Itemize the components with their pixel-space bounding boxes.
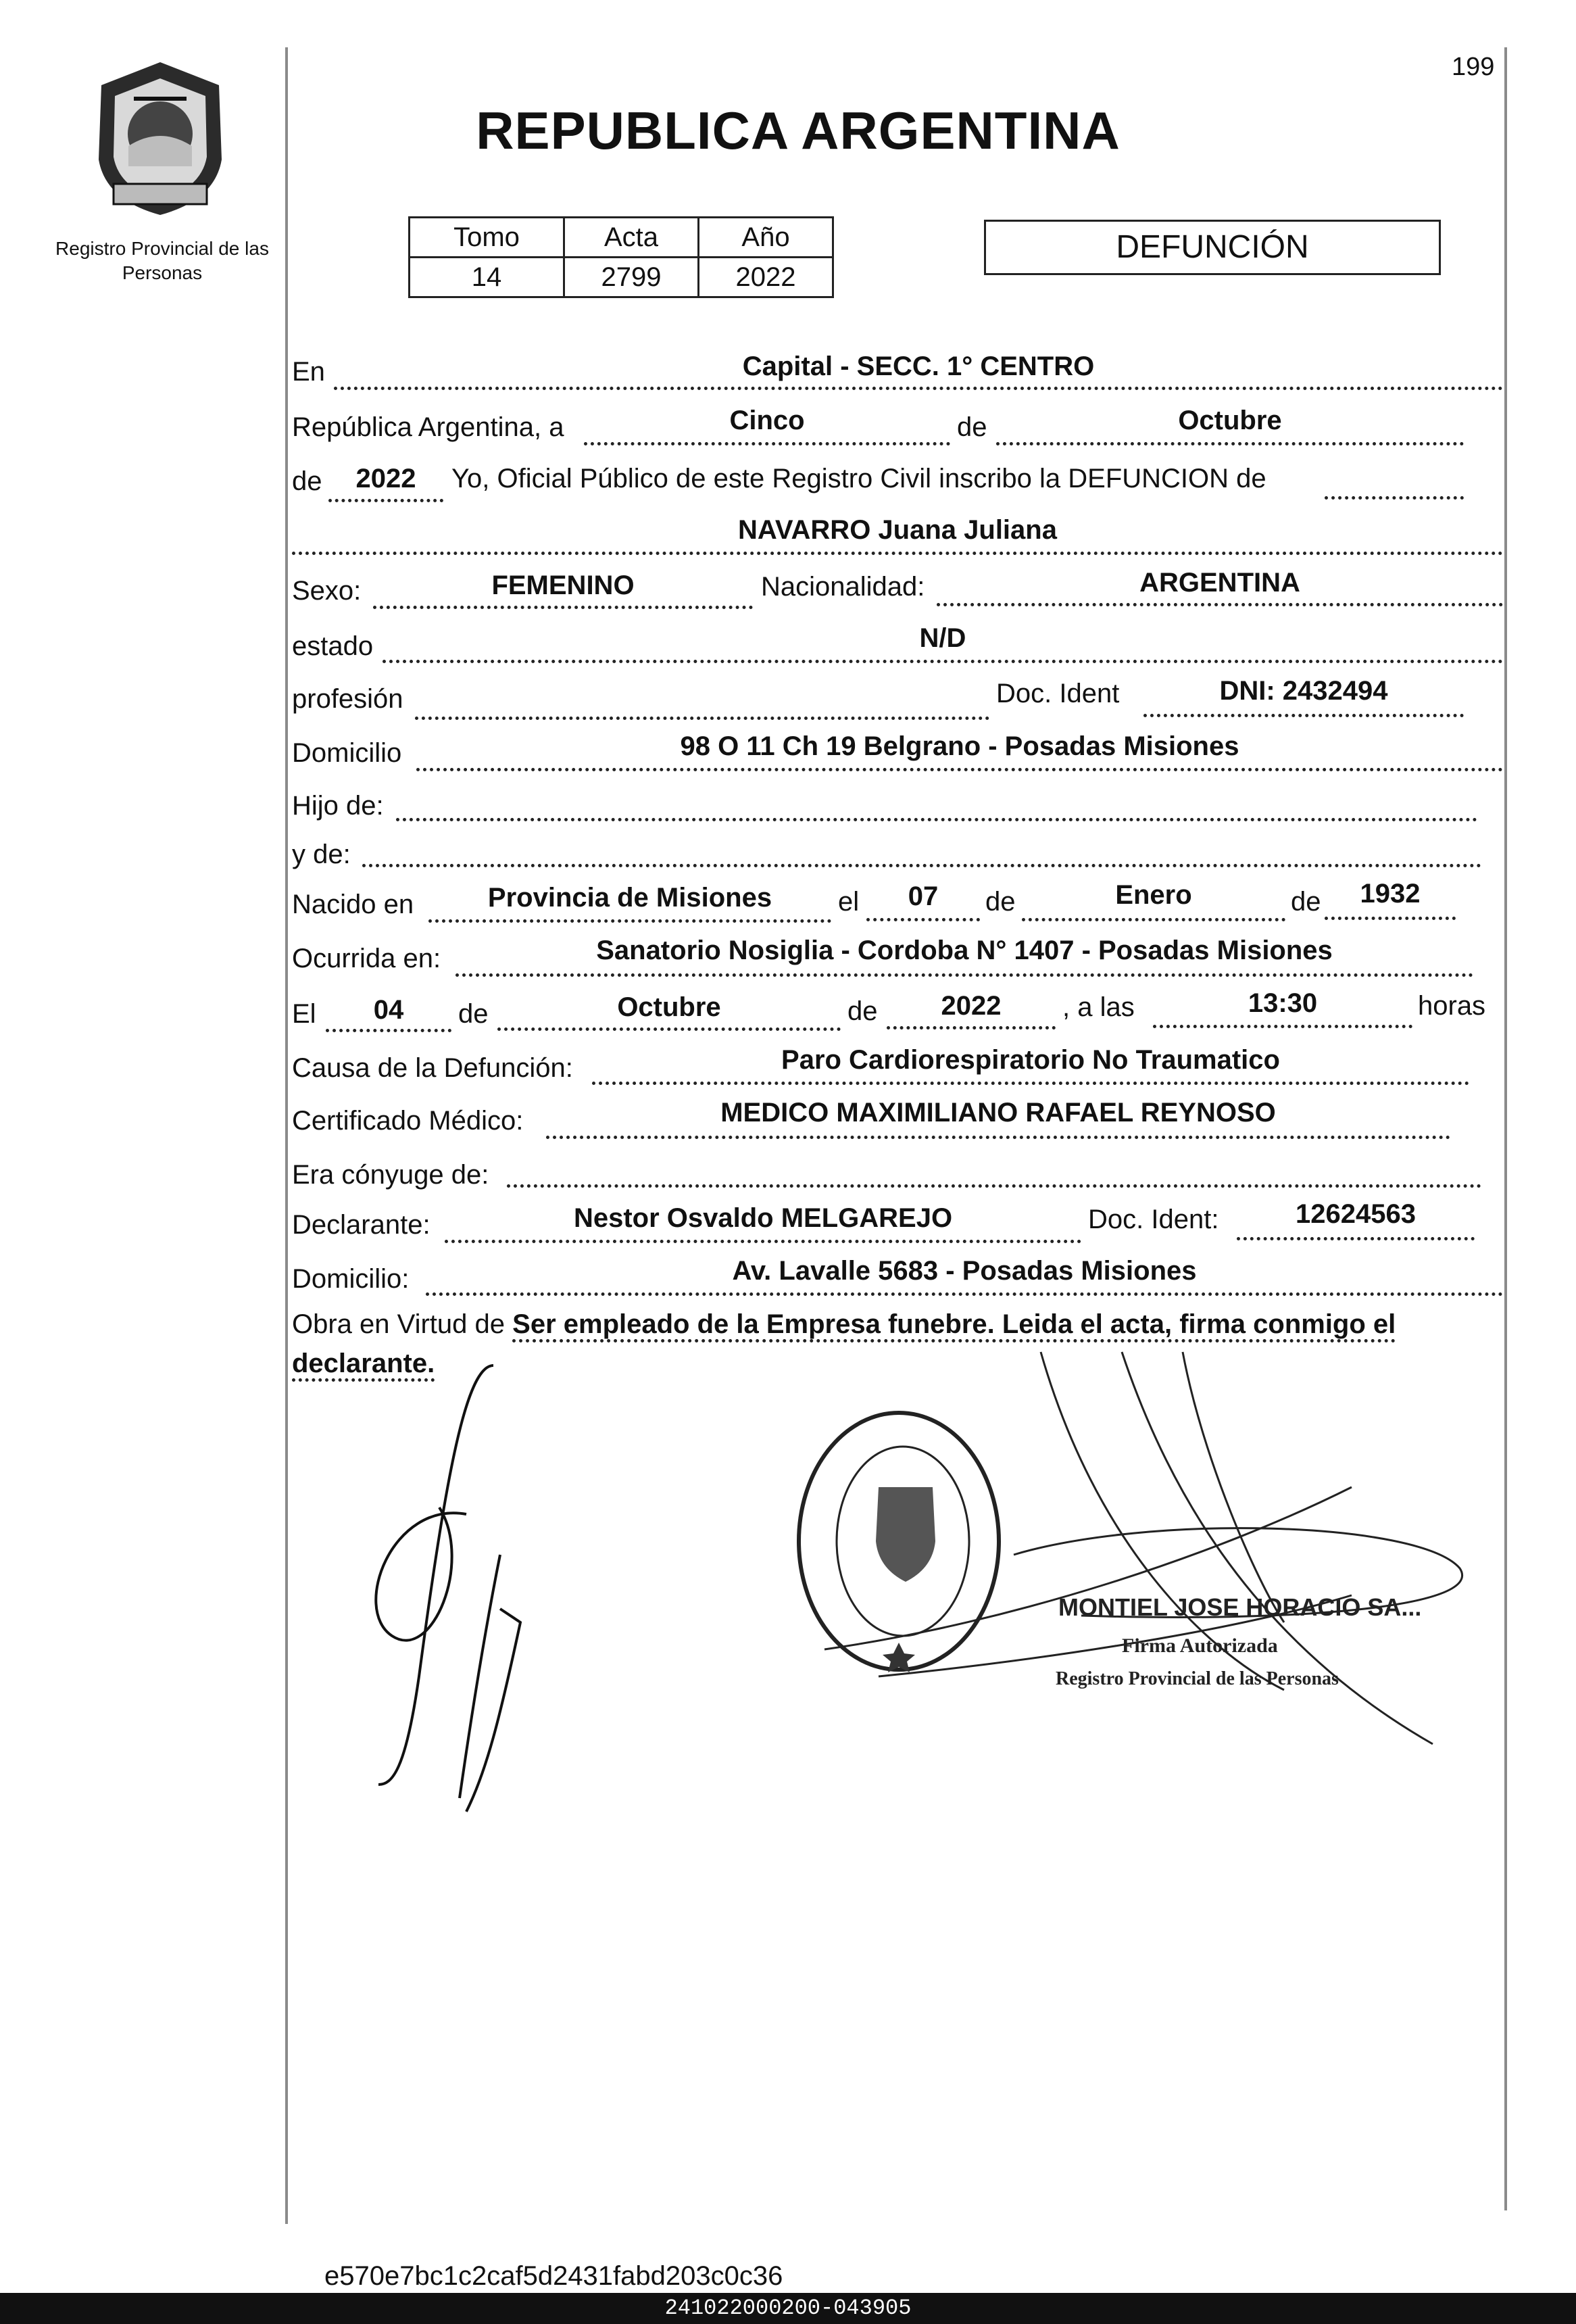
causa-value: Paro Cardiorespiratorio No Traumatico [781, 1045, 1280, 1075]
acta-header: Acta [564, 218, 699, 258]
dia-texto-value: Cinco [729, 406, 805, 435]
certificado-dotted-line [546, 1136, 1450, 1139]
obra-label: Obra en Virtud de [292, 1309, 506, 1339]
de-label-4: de [458, 999, 489, 1029]
oficial-text: Yo, Oficial Público de este Registro Civil inscribo la DEFUNCION de [451, 464, 1266, 493]
certificado-label: Certificado Médico: [292, 1106, 524, 1136]
domicilio-2-dotted-line [426, 1292, 1503, 1296]
document-hash: e570e7bc1c2caf5d2431fabd203c0c36 [324, 2261, 783, 2291]
nacido-lugar-dotted-line [428, 919, 831, 923]
anio-header: Año [699, 218, 833, 258]
horas-label: horas [1418, 991, 1486, 1021]
anio-value: 2022 [355, 464, 416, 493]
mes-texto-value: Octubre [1178, 406, 1282, 435]
mes-dotted-line [996, 442, 1464, 445]
ocurrida-value: Sanatorio Nosiglia - Cordoba N° 1407 - Posadas Misiones [596, 936, 1333, 965]
page-number: 199 [1452, 53, 1495, 81]
domicilio-label-2: Domicilio: [292, 1264, 410, 1294]
doc-ident-2-value: 12624563 [1296, 1199, 1416, 1229]
declarante-label: Declarante: [292, 1210, 430, 1240]
domicilio-label: Domicilio [292, 738, 402, 768]
sexo-label: Sexo: [292, 576, 362, 606]
signatures-and-stamp [0, 1338, 1576, 1852]
el-label: el [838, 887, 860, 917]
nombre-dotted-line [292, 552, 1503, 555]
nacionalidad-dotted-line [937, 603, 1503, 606]
el-label-2: El [292, 999, 316, 1029]
tomo-value: 14 [410, 258, 564, 297]
nacido-dia-value: 07 [908, 881, 939, 911]
certificado-value: MEDICO MAXIMILIANO RAFAEL REYNOSO [720, 1098, 1276, 1128]
def-mes-value: Octubre [617, 992, 721, 1022]
document-type-box: DEFUNCIÓN [984, 220, 1441, 275]
conyuge-label: Era cónyuge de: [292, 1160, 489, 1190]
registro-provincial-label: Registro Provincial de las Personas [55, 238, 269, 283]
defuncion-de-dotted-line [1325, 496, 1464, 500]
def-mes-dotted-line [497, 1027, 841, 1031]
def-anio-dotted-line [887, 1026, 1056, 1030]
causa-dotted-line [592, 1082, 1469, 1085]
left-margin-line [285, 47, 288, 2224]
dia-dotted-line [584, 442, 950, 445]
acta-value: 2799 [564, 258, 699, 297]
misiones-crest-logo [87, 58, 234, 220]
doc-ident-label-2: Doc. Ident: [1088, 1205, 1219, 1234]
estado-label: estado [292, 631, 374, 661]
def-hora-value: 13:30 [1248, 988, 1318, 1018]
def-hora-dotted-line [1153, 1025, 1412, 1028]
estado-value: N/D [919, 623, 966, 653]
domicilio-value: 98 O 11 Ch 19 Belgrano - Posadas Misiones [680, 731, 1239, 761]
domicilio-dotted-line [416, 768, 1503, 771]
domicilio-2-value: Av. Lavalle 5683 - Posadas Misiones [732, 1256, 1197, 1286]
tomo-header: Tomo [410, 218, 564, 258]
nacido-dia-dotted-line [866, 918, 980, 921]
conyuge-dotted-line [507, 1184, 1481, 1188]
registro-stamp [799, 1413, 999, 1672]
obra-value: Ser empleado de la Empresa funebre. Leida el acta, firma conmigo el declarante. [292, 1309, 1396, 1382]
hijo-de-dotted-line [396, 818, 1477, 821]
lugar-value: Capital - SECC. 1° CENTRO [742, 352, 1095, 381]
doc-ident-dotted-line [1143, 714, 1464, 717]
nacionalidad-value: ARGENTINA [1139, 568, 1300, 598]
declarante-signature [376, 1365, 520, 1812]
declarante-value: Nestor Osvaldo MELGAREJO [573, 1203, 953, 1233]
acta-reference-table [408, 216, 834, 298]
declarante-dotted-line [445, 1240, 1081, 1243]
de-label: de [957, 412, 987, 442]
estado-dotted-line [383, 660, 1503, 663]
republica-label: República Argentina, a [292, 412, 564, 442]
anio-value: 2022 [699, 258, 833, 297]
en-dotted-line [334, 387, 1503, 390]
anio-prefix-label: de [292, 466, 322, 496]
def-anio-value: 2022 [941, 991, 1002, 1021]
y-de-label: y de: [292, 840, 351, 869]
official-org: Registro Provincial de las Personas [1056, 1668, 1339, 1689]
ocurrida-dotted-line [455, 973, 1473, 977]
official-name: MONTIEL JOSE HORACIO SA... [1058, 1593, 1422, 1621]
profesion-label: profesión [292, 684, 403, 714]
sexo-dotted-line [373, 606, 753, 609]
nacido-anio-dotted-line [1325, 917, 1456, 920]
nacido-anio-value: 1932 [1360, 879, 1421, 909]
hijo-de-label: Hijo de: [292, 791, 384, 821]
de-label-3: de [1291, 887, 1321, 917]
official-role: Firma Autorizada [1122, 1635, 1278, 1657]
en-label: En [292, 357, 325, 387]
ocurrida-en-label: Ocurrida en: [292, 944, 441, 973]
de-label-5: de [847, 996, 878, 1026]
a-las-label: , a las [1062, 992, 1135, 1022]
fallecido-nombre: NAVARRO Juana Juliana [738, 515, 1057, 545]
doc-ident-label: Doc. Ident [996, 679, 1120, 708]
nacionalidad-label: Nacionalidad: [761, 572, 925, 602]
y-de-dotted-line [362, 864, 1481, 867]
doc-ident-value: DNI: 2432494 [1219, 676, 1388, 706]
de-label-2: de [985, 887, 1016, 917]
sexo-value: FEMENINO [491, 571, 635, 600]
nacido-mes-dotted-line [1022, 918, 1285, 921]
causa-label: Causa de la Defunción: [292, 1053, 573, 1083]
def-dia-value: 04 [373, 995, 404, 1025]
nacido-mes-value: Enero [1115, 880, 1192, 910]
footer-code: 241022000200-043905 [0, 2293, 1576, 2324]
doc-ident-2-dotted-line [1237, 1237, 1475, 1240]
anio-dotted-line [328, 499, 443, 502]
profesion-dotted-line [415, 717, 989, 720]
right-margin-line [1504, 47, 1507, 2210]
nacido-en-label: Nacido en [292, 890, 414, 919]
document-title: REPUBLICA ARGENTINA [476, 101, 1121, 160]
nacido-lugar-value: Provincia de Misiones [487, 883, 772, 913]
def-dia-dotted-line [326, 1029, 451, 1032]
